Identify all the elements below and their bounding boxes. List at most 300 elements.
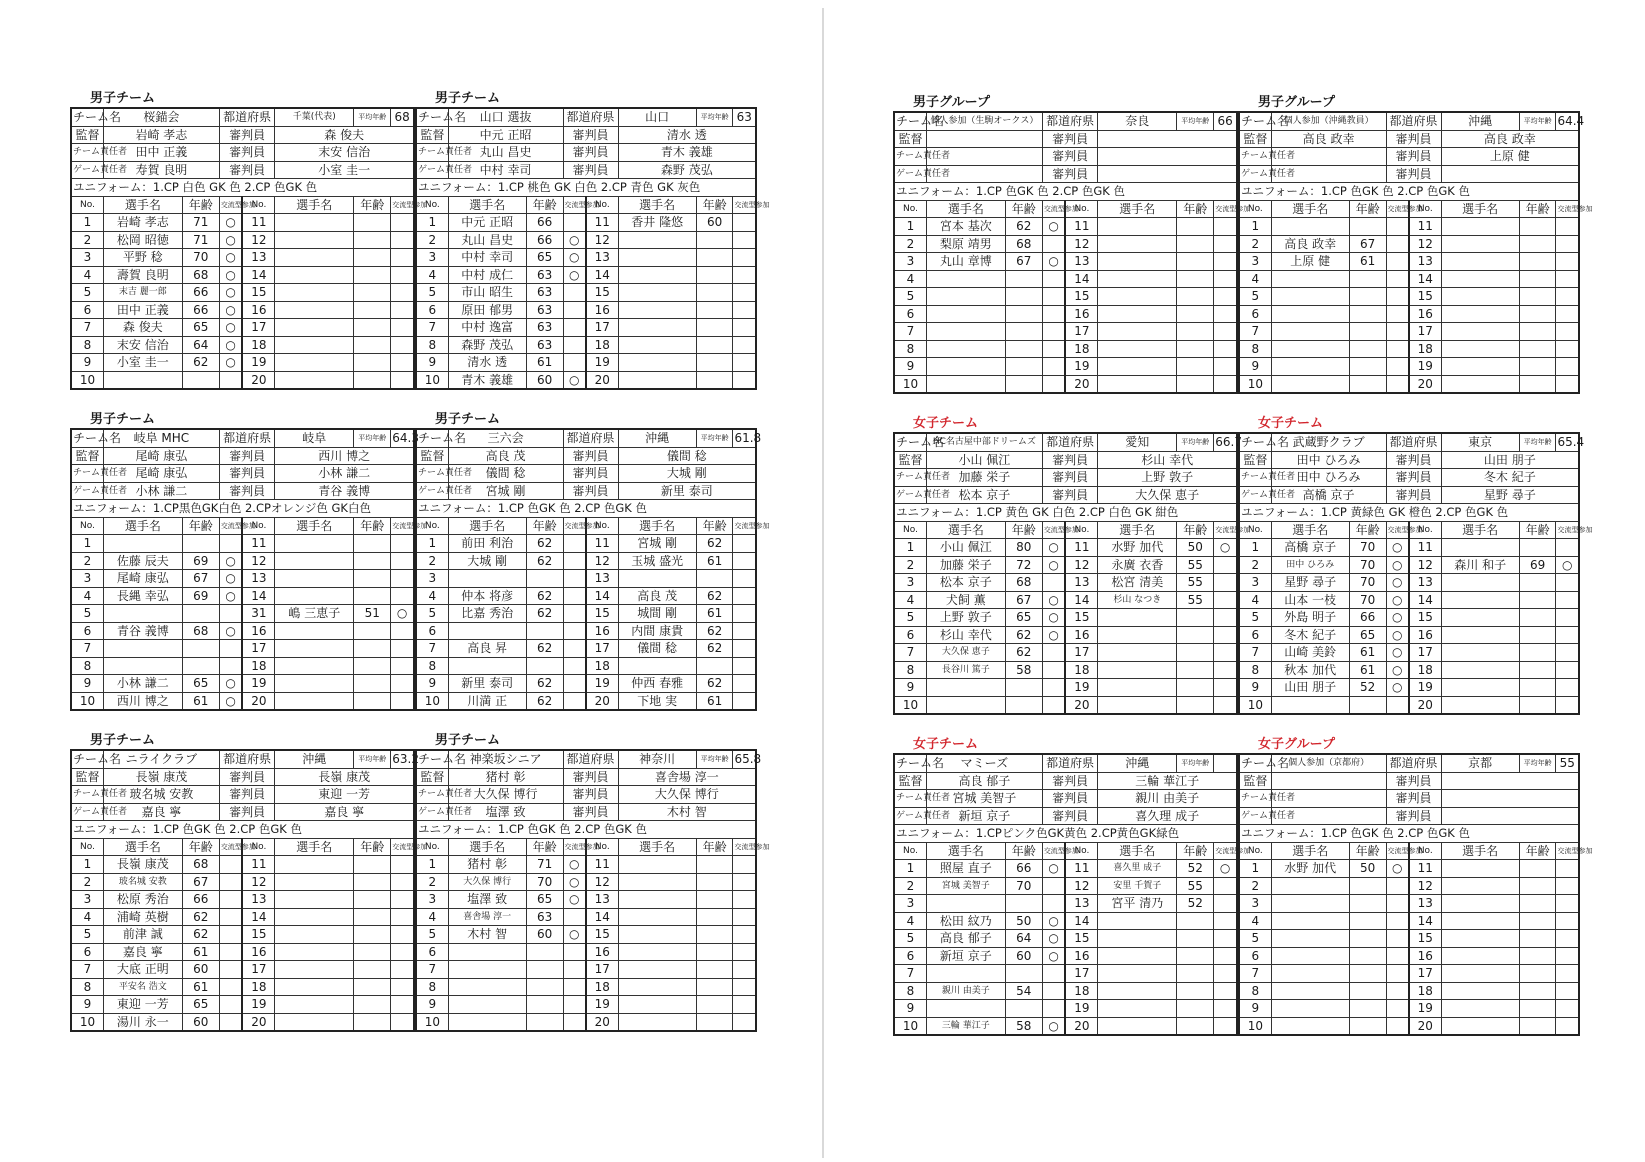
- exchange-mark: [563, 354, 586, 372]
- referee-name: 大久保 博行: [618, 786, 756, 804]
- player-age: [696, 891, 733, 909]
- player-number: 19: [1065, 1000, 1097, 1018]
- manager-label: 監督: [894, 130, 926, 148]
- staff-row: [416, 161, 756, 179]
- player-number: 6: [416, 622, 448, 640]
- manager-label: 監督: [894, 772, 926, 790]
- exchange-mark: [1386, 253, 1409, 271]
- player-number: 11: [242, 856, 274, 874]
- player-row: [416, 978, 756, 996]
- player-age: [526, 657, 563, 675]
- player-name: [1441, 235, 1519, 253]
- player-age: [1005, 375, 1042, 393]
- uniform-colors: ユニフォーム：1.CP 色GK 色 2.CP 色GK 色: [71, 821, 414, 839]
- player-number: 19: [1065, 358, 1097, 376]
- player-age: 52: [1177, 860, 1214, 878]
- player-number: 20: [242, 1013, 274, 1031]
- player-number: 13: [242, 570, 274, 588]
- player-name: 東迎 一芳: [103, 996, 182, 1014]
- player-number: 20: [1065, 696, 1097, 714]
- exchange-mark: [1556, 288, 1579, 306]
- player-name-header: 選手名: [926, 842, 1005, 860]
- team-header-row: [71, 429, 414, 447]
- player-row: [1239, 340, 1579, 358]
- exchange-header: 交流型参加: [1556, 521, 1579, 539]
- exchange-mark: [391, 622, 414, 640]
- game-leader-name: 嘉良 寧: [103, 803, 219, 821]
- player-age: 70: [526, 873, 563, 891]
- exchange-mark: [219, 943, 242, 961]
- exchange-mark: ○: [219, 336, 242, 354]
- exchange-mark: ○: [219, 319, 242, 337]
- player-age: 61: [696, 552, 733, 570]
- player-age: 61: [1349, 253, 1386, 271]
- exchange-mark: [1042, 288, 1065, 306]
- team-leader-name: 丸山 昌史: [448, 144, 563, 162]
- player-name: [448, 961, 526, 979]
- exchange-mark: ○: [1386, 661, 1409, 679]
- player-number: 19: [586, 996, 618, 1014]
- player-number: 16: [586, 622, 618, 640]
- referee-label: 審判員: [219, 465, 275, 483]
- player-name-header: 選手名: [1441, 200, 1519, 218]
- player-age: 66: [1349, 609, 1386, 627]
- player-name: [1271, 877, 1349, 895]
- exchange-mark: ○: [219, 587, 242, 605]
- exchange-mark: ○: [1386, 679, 1409, 697]
- referee-label: 審判員: [563, 144, 618, 162]
- player-name: 森川 和子: [1441, 556, 1519, 574]
- player-name: [275, 873, 354, 891]
- player-name: 丸山 章博: [926, 253, 1005, 271]
- player-name-header: 選手名: [926, 521, 1005, 539]
- player-row: [416, 301, 756, 319]
- player-name: [1441, 912, 1519, 930]
- exchange-mark: ○: [1042, 626, 1065, 644]
- player-header-row: [71, 838, 414, 856]
- team-name: 個人参加（生駒オークス）: [926, 112, 1042, 130]
- referee-label: 審判員: [563, 482, 618, 500]
- exchange-mark: [733, 231, 756, 249]
- exchange-mark: [733, 961, 756, 979]
- player-name-header: 選手名: [103, 517, 182, 535]
- player-row: [416, 675, 756, 693]
- exchange-mark: [1556, 609, 1579, 627]
- team-category-caption: 女子グループ: [1258, 737, 1335, 752]
- referee-name: 冬木 紀子: [1441, 469, 1579, 487]
- staff-row: [416, 482, 756, 500]
- number-header: No.: [1065, 521, 1097, 539]
- player-age: 62: [696, 587, 733, 605]
- exchange-mark: [219, 657, 242, 675]
- player-name: 猪村 彰: [448, 856, 526, 874]
- exchange-mark: ○: [219, 231, 242, 249]
- player-row: [416, 587, 756, 605]
- player-age: 65: [1005, 609, 1042, 627]
- exchange-mark: [1386, 1000, 1409, 1018]
- player-age: [1177, 1000, 1214, 1018]
- exchange-header: 交流型参加: [733, 517, 756, 535]
- player-name: [618, 570, 696, 588]
- player-age: [696, 856, 733, 874]
- player-number: 7: [894, 644, 926, 662]
- number-header: No.: [894, 200, 926, 218]
- player-name: [1098, 305, 1177, 323]
- staff-row: [416, 144, 756, 162]
- number-header: No.: [71, 196, 103, 214]
- team-roster: [1238, 94, 1593, 415]
- team-name: 桜錨会: [103, 108, 219, 126]
- exchange-mark: [1214, 609, 1237, 627]
- player-name: [1098, 609, 1177, 627]
- exchange-mark: [1042, 235, 1065, 253]
- exchange-mark: ○: [563, 873, 586, 891]
- exchange-mark: [563, 284, 586, 302]
- manager-label: 監督: [1239, 772, 1271, 790]
- player-number: 11: [1409, 539, 1441, 557]
- player-name: 玉城 盛光: [618, 552, 696, 570]
- player-number: 11: [586, 214, 618, 232]
- player-row: [1239, 270, 1579, 288]
- player-age: [1519, 679, 1556, 697]
- roster-table: [893, 432, 1251, 715]
- player-row: [1239, 912, 1579, 930]
- player-row: [894, 539, 1237, 557]
- player-name: 親川 由美子: [926, 982, 1005, 1000]
- player-number: 18: [242, 978, 274, 996]
- player-name: [1441, 1000, 1519, 1018]
- player-number: 1: [894, 539, 926, 557]
- exchange-mark: [733, 996, 756, 1014]
- player-age: 70: [1349, 556, 1386, 574]
- avg-age-label: 平均年齢: [1177, 112, 1214, 130]
- exchange-mark: ○: [219, 214, 242, 232]
- player-age: 60: [1005, 947, 1042, 965]
- player-name: [275, 856, 354, 874]
- uniform-row: [894, 183, 1237, 201]
- player-age: 61: [696, 692, 733, 710]
- exchange-mark: ○: [1386, 556, 1409, 574]
- player-header-row: [894, 842, 1237, 860]
- player-age: 61: [182, 692, 219, 710]
- manager-label: 監督: [416, 447, 448, 465]
- prefecture-value: 沖縄: [1441, 112, 1519, 130]
- player-number: 9: [416, 354, 448, 372]
- player-name: 青谷 義博: [103, 622, 182, 640]
- exchange-mark: [1214, 679, 1237, 697]
- player-name: 青木 義雄: [448, 371, 526, 389]
- player-age: 62: [1005, 626, 1042, 644]
- player-row: [1239, 696, 1579, 714]
- player-number: 18: [586, 978, 618, 996]
- player-name: [1098, 375, 1177, 393]
- player-number: 3: [894, 895, 926, 913]
- player-name: [275, 319, 354, 337]
- player-age: [182, 640, 219, 658]
- player-number: 11: [1409, 860, 1441, 878]
- staff-row: [1239, 807, 1579, 825]
- player-row: [1239, 644, 1579, 662]
- player-age: 66: [526, 231, 563, 249]
- manager-name: 猪村 彰: [448, 768, 563, 786]
- exchange-mark: [733, 640, 756, 658]
- exchange-mark: [1386, 323, 1409, 341]
- player-name: 下地 実: [618, 692, 696, 710]
- player-number: 14: [1409, 591, 1441, 609]
- player-name: [1098, 323, 1177, 341]
- player-name: [1271, 358, 1349, 376]
- player-age: 61: [1349, 661, 1386, 679]
- referee-name: 小室 圭一: [275, 161, 414, 179]
- player-number: 6: [71, 943, 103, 961]
- player-header-row: [894, 200, 1237, 218]
- number-header: No.: [894, 521, 926, 539]
- exchange-mark: [1556, 591, 1579, 609]
- player-name: [926, 340, 1005, 358]
- player-name-header: 選手名: [1271, 200, 1349, 218]
- referee-name: 儀間 稔: [618, 447, 756, 465]
- player-age: 67: [182, 873, 219, 891]
- player-age: 50: [1005, 912, 1042, 930]
- player-number: 2: [416, 552, 448, 570]
- player-number: 13: [242, 891, 274, 909]
- player-age: [1519, 235, 1556, 253]
- player-name: [275, 570, 354, 588]
- age-header: 年齢: [1349, 842, 1386, 860]
- player-age: 71: [526, 856, 563, 874]
- player-number: 9: [1239, 358, 1271, 376]
- player-row: [416, 873, 756, 891]
- team-name: HC名古屋中部ドリームズ: [926, 433, 1042, 451]
- player-age: [696, 926, 733, 944]
- player-number: 3: [1239, 895, 1271, 913]
- exchange-mark: [1214, 253, 1237, 271]
- avg-age-value: 68: [391, 108, 414, 126]
- player-row: [1239, 305, 1579, 323]
- player-name: 塩澤 致: [448, 891, 526, 909]
- player-name: [926, 270, 1005, 288]
- exchange-mark: [1214, 930, 1237, 948]
- player-name: [275, 587, 354, 605]
- exchange-mark: [733, 908, 756, 926]
- team-name-label: チーム名: [894, 112, 926, 130]
- game-leader-name: 小林 謙二: [103, 482, 219, 500]
- game-leader-label: ゲーム責任者: [416, 803, 448, 821]
- exchange-header: 交流型参加: [1556, 842, 1579, 860]
- exchange-header: 交流型参加: [1042, 521, 1065, 539]
- player-number: 10: [416, 1013, 448, 1031]
- player-age: 52: [1177, 895, 1214, 913]
- player-name: 松本 京子: [926, 574, 1005, 592]
- player-number: 1: [416, 214, 448, 232]
- exchange-mark: [1214, 912, 1237, 930]
- player-number: 18: [1065, 661, 1097, 679]
- player-row: [894, 930, 1237, 948]
- referee-label: 審判員: [1386, 165, 1441, 183]
- referee-label: 審判員: [219, 786, 275, 804]
- team-name: 個人参加（沖縄教員）: [1271, 112, 1386, 130]
- player-number: 14: [586, 908, 618, 926]
- player-name: [103, 535, 182, 553]
- exchange-mark: [733, 675, 756, 693]
- player-name: 宮平 清乃: [1098, 895, 1177, 913]
- age-header: 年齢: [526, 196, 563, 214]
- manager-label: 監督: [71, 447, 103, 465]
- player-age: 61: [1349, 644, 1386, 662]
- player-number: 5: [416, 605, 448, 623]
- player-name: [1098, 626, 1177, 644]
- player-number: 5: [894, 288, 926, 306]
- exchange-header: 交流型参加: [733, 196, 756, 214]
- roster-table: [70, 107, 428, 390]
- referee-name: [1098, 148, 1237, 166]
- player-number: 16: [242, 943, 274, 961]
- player-number: 13: [1409, 253, 1441, 271]
- age-header: 年齢: [696, 196, 733, 214]
- player-age: 69: [182, 587, 219, 605]
- player-name: 浦崎 英樹: [103, 908, 182, 926]
- player-row: [1239, 877, 1579, 895]
- referee-label: 審判員: [563, 161, 618, 179]
- exchange-mark: ○: [563, 266, 586, 284]
- exchange-mark: [1556, 253, 1579, 271]
- player-number: 4: [1239, 591, 1271, 609]
- player-row: [71, 926, 414, 944]
- player-age: [1177, 235, 1214, 253]
- player-number: 16: [1409, 305, 1441, 323]
- number-header: No.: [1065, 842, 1097, 860]
- team-name-label: チーム名: [1239, 754, 1271, 772]
- player-number: 10: [1239, 1017, 1271, 1035]
- player-number: 13: [586, 570, 618, 588]
- exchange-mark: [219, 891, 242, 909]
- player-name: 山崎 美鈴: [1271, 644, 1349, 662]
- number-header: No.: [1409, 200, 1441, 218]
- player-name: [275, 336, 354, 354]
- player-row: [1239, 679, 1579, 697]
- player-number: 13: [586, 249, 618, 267]
- player-name: 嘉良 寧: [103, 943, 182, 961]
- player-number: 11: [1065, 539, 1097, 557]
- player-row: [416, 354, 756, 372]
- exchange-mark: ○: [1042, 539, 1065, 557]
- player-age: 62: [182, 908, 219, 926]
- player-name: [618, 657, 696, 675]
- staff-row: [71, 465, 414, 483]
- exchange-mark: [391, 943, 414, 961]
- player-number: 15: [1409, 288, 1441, 306]
- player-name: 犬飼 薫: [926, 591, 1005, 609]
- team-roster: [1238, 736, 1593, 1057]
- number-header: No.: [586, 838, 618, 856]
- number-header: No.: [586, 196, 618, 214]
- team-name-label: チーム名: [1239, 112, 1271, 130]
- referee-name: 山田 朋子: [1441, 451, 1579, 469]
- referee-name: 嘉良 寧: [275, 803, 414, 821]
- exchange-mark: [563, 319, 586, 337]
- player-number: 10: [71, 1013, 103, 1031]
- exchange-mark: [1556, 574, 1579, 592]
- exchange-mark: [733, 319, 756, 337]
- player-number: 17: [1409, 323, 1441, 341]
- uniform-row: [1239, 183, 1579, 201]
- team-roster: [1238, 415, 1593, 736]
- player-number: 3: [416, 570, 448, 588]
- player-name: 西川 博之: [103, 692, 182, 710]
- player-age: 62: [526, 605, 563, 623]
- player-age: [1519, 947, 1556, 965]
- player-row: [416, 214, 756, 232]
- uniform-row: [1239, 825, 1579, 843]
- prefecture-value: 愛知: [1098, 433, 1177, 451]
- number-header: No.: [242, 517, 274, 535]
- exchange-mark: ○: [1042, 591, 1065, 609]
- player-name: [275, 978, 354, 996]
- exchange-mark: [1042, 679, 1065, 697]
- player-age: [1519, 574, 1556, 592]
- player-name-header: 選手名: [1271, 521, 1349, 539]
- player-age: 65: [182, 675, 219, 693]
- staff-row: [1239, 486, 1579, 504]
- player-age: [354, 552, 391, 570]
- player-name-header: 選手名: [1441, 521, 1519, 539]
- player-name: 小林 謙二: [103, 675, 182, 693]
- player-row: [1239, 982, 1579, 1000]
- player-number: 1: [1239, 539, 1271, 557]
- exchange-mark: [1556, 305, 1579, 323]
- team-category-caption: 男子チーム: [435, 91, 501, 106]
- player-name: [618, 961, 696, 979]
- staff-row: [894, 165, 1237, 183]
- referee-name: 親川 由美子: [1098, 790, 1237, 808]
- manager-name: 高良 茂: [448, 447, 563, 465]
- avg-age-label: 平均年齢: [354, 750, 391, 768]
- player-number: 16: [586, 301, 618, 319]
- team-header-row: [894, 112, 1237, 130]
- player-number: 14: [586, 266, 618, 284]
- player-name: 岩崎 孝志: [103, 214, 182, 232]
- game-leader-label: ゲーム責任者: [894, 807, 926, 825]
- exchange-mark: [1556, 661, 1579, 679]
- player-name: 平安名 浩文: [103, 978, 182, 996]
- referee-label: 審判員: [1386, 130, 1441, 148]
- manager-label: 監督: [416, 768, 448, 786]
- player-age: [1519, 930, 1556, 948]
- player-number: 7: [71, 961, 103, 979]
- avg-age-label: 平均年齢: [354, 429, 391, 447]
- exchange-header: 交流型参加: [1042, 842, 1065, 860]
- referee-name: 星野 尋子: [1441, 486, 1579, 504]
- player-number: 4: [416, 908, 448, 926]
- player-number: 10: [416, 371, 448, 389]
- player-number: 8: [894, 661, 926, 679]
- player-number: 1: [894, 218, 926, 236]
- team-leader-label: チーム責任者: [416, 465, 448, 483]
- player-number: 17: [1065, 323, 1097, 341]
- referee-name: 大城 剛: [618, 465, 756, 483]
- player-name: [618, 249, 696, 267]
- number-header: No.: [242, 196, 274, 214]
- player-number: 20: [242, 371, 274, 389]
- game-leader-label: ゲーム責任者: [1239, 807, 1271, 825]
- player-age: 62: [696, 622, 733, 640]
- player-name: [103, 605, 182, 623]
- player-number: 6: [1239, 947, 1271, 965]
- player-number: 8: [894, 340, 926, 358]
- player-age: 63: [526, 908, 563, 926]
- player-number: 2: [894, 877, 926, 895]
- avg-age-label: 平均年齢: [354, 108, 391, 126]
